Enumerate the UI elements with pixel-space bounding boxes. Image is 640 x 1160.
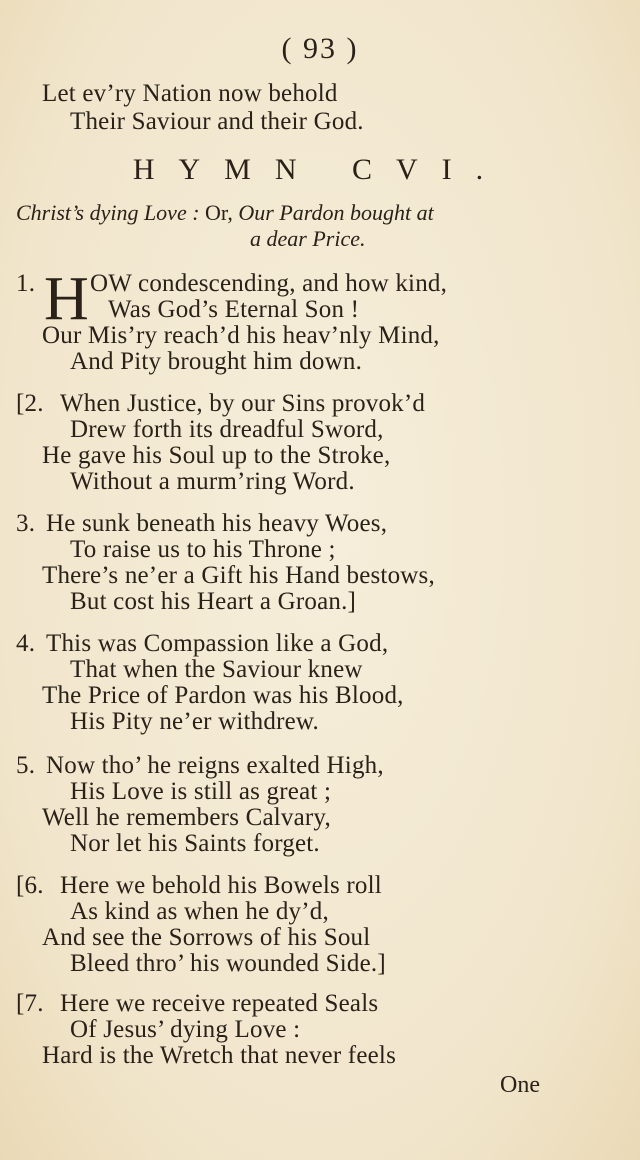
verse-line: Was God’s Eternal Son ! xyxy=(108,296,360,323)
verse-line: This was Compassion like a God, xyxy=(46,630,389,657)
stanza-number: [2. xyxy=(16,390,44,417)
verse-line: He gave his Soul up to the Stroke, xyxy=(42,442,391,469)
intro-line-1: Let ev’ry Nation now behold xyxy=(42,80,338,107)
stanza-number: [7. xyxy=(16,990,44,1017)
verse-line: Of Jesus’ dying Love : xyxy=(70,1016,301,1043)
verse-line: Well he remembers Calvary, xyxy=(42,804,331,831)
verse-line: And Pity brought him down. xyxy=(70,348,363,375)
verse-line: Drew forth its dreadful Sword, xyxy=(70,416,384,443)
subtitle-line-1 xyxy=(16,200,434,226)
verse-line: The Price of Pardon was his Blood, xyxy=(42,682,404,709)
verse-line: Without a murm’ring Word. xyxy=(70,468,355,495)
verse-line: And see the Sorrows of his Soul xyxy=(42,924,371,951)
intro-line-2: Their Saviour and their God. xyxy=(70,108,364,135)
verse-line: Here we behold his Bowels roll xyxy=(60,872,382,899)
subtitle-part-2: Or, xyxy=(205,200,233,225)
stanza-number: 1. xyxy=(16,270,36,297)
stanza-number: 4. xyxy=(16,630,36,657)
stanza-number: [6. xyxy=(16,872,44,899)
verse-line: That when the Saviour knew xyxy=(70,656,363,683)
verse-line: There’s ne’er a Gift his Hand bestows, xyxy=(42,562,435,589)
stanza-number: 3. xyxy=(16,510,36,537)
verse-line: Nor let his Saints forget. xyxy=(70,830,320,857)
catchword: One xyxy=(500,1072,540,1098)
subtitle-line-2: a dear Price. xyxy=(250,226,366,251)
verse-line: Here we receive repeated Seals xyxy=(60,990,379,1017)
verse-line: Hard is the Wretch that never feels xyxy=(42,1042,396,1069)
drop-cap: H xyxy=(44,265,89,333)
verse-line: But cost his Heart a Groan.] xyxy=(70,588,357,615)
verse-line: When Justice, by our Sins provok’d xyxy=(60,390,426,417)
hymn-title: HYMN CVI. xyxy=(132,153,508,186)
stanza-number: 5. xyxy=(16,752,36,779)
verse-line: Our Mis’ry reach’d his heav’nly Mind, xyxy=(42,322,440,349)
subtitle-part-1: Christ’s dying Love : xyxy=(16,200,200,225)
verse-line: His Love is still as great ; xyxy=(70,778,332,805)
verse-line: He sunk beneath his heavy Woes, xyxy=(46,510,388,537)
verse-line: Bleed thro’ his wounded Side.] xyxy=(70,950,386,977)
page-number: ( 93 ) xyxy=(281,32,359,65)
verse-line: Now tho’ he reigns exalted High, xyxy=(46,752,384,779)
subtitle-part-3: Our Pardon bought at xyxy=(238,200,434,225)
verse-line: OW condescending, and how kind, xyxy=(90,270,448,297)
verse-line: As kind as when he dy’d, xyxy=(70,898,329,925)
verse-line: To raise us to his Throne ; xyxy=(70,536,336,563)
verse-line: His Pity ne’er withdrew. xyxy=(70,708,319,735)
